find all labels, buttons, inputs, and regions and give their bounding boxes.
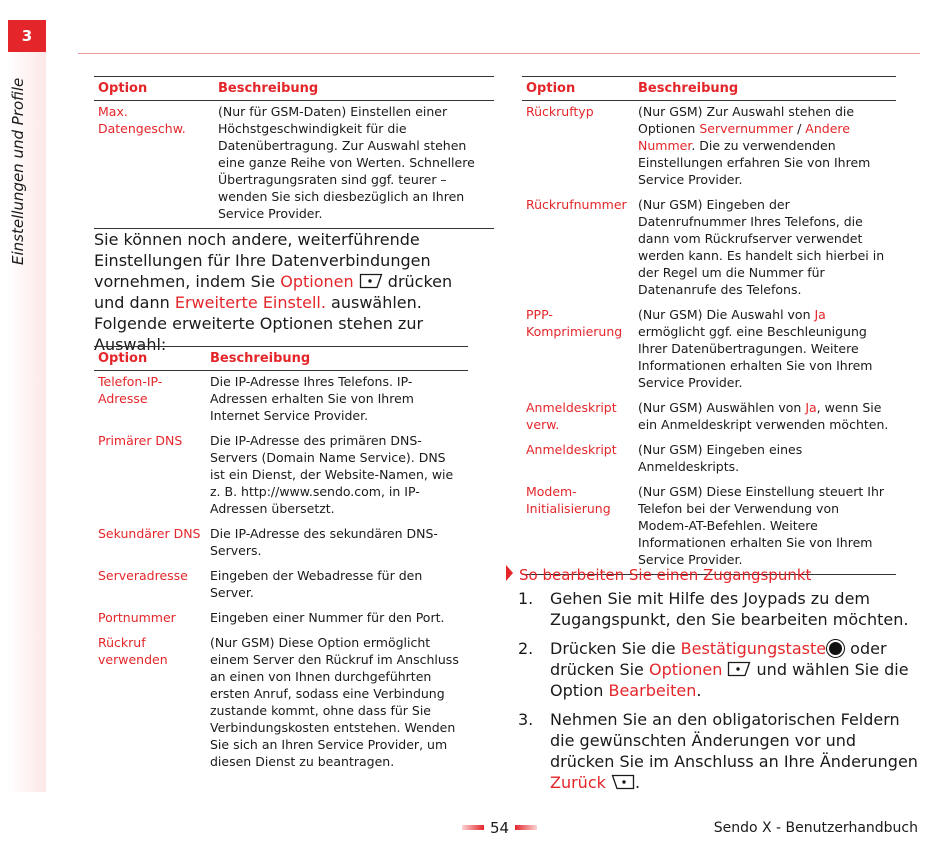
- options-table-2: [94, 346, 468, 776]
- step-text: Drücken Sie die: [550, 639, 681, 658]
- step-number: 3.: [518, 710, 534, 729]
- column-header-description: Beschreibung: [206, 347, 468, 371]
- left-softkey-icon: [727, 660, 751, 678]
- option-name: Rückrufnummer: [526, 197, 627, 212]
- option-description: Eingeben der Webadresse für den Server.: [210, 568, 423, 600]
- table-row: [94, 607, 468, 632]
- step-text: oder drücken Sie: [550, 639, 887, 679]
- option-description: [634, 304, 896, 397]
- ja-term: Ja: [805, 400, 817, 415]
- option-name: Portnummer: [98, 610, 176, 625]
- table-header: [94, 347, 468, 371]
- option-name: PPP-Komprimierung: [526, 307, 623, 339]
- option-description: Die IP-Adresse Ihres Telefons. IP-Adressen erhalten Sie von Ihrem Internet Service Provider.: [210, 374, 414, 423]
- option-description: [634, 397, 896, 439]
- table-header: [522, 77, 896, 101]
- options-table-3: [522, 76, 896, 575]
- table-row: [94, 371, 468, 431]
- section-heading-text: So bearbeiten Sie einen Zugangspunkt: [519, 566, 812, 584]
- zurueck-term: Zurück: [550, 773, 606, 792]
- option-name: Anmeldeskript verw.: [526, 400, 617, 432]
- step-text: .: [634, 773, 641, 792]
- option-description: [634, 101, 896, 195]
- joystick-button-icon: [829, 642, 842, 655]
- desc-text: , wenn Sie ein Anmeldeskript verwenden möchten.: [638, 400, 889, 432]
- desc-separator: /: [793, 121, 806, 136]
- step-item: [518, 588, 918, 630]
- step-text: und wählen Sie die Option: [550, 660, 909, 700]
- option-name: Modem-Initialisierung: [526, 484, 611, 516]
- erweiterte-einstellungen-term: Erweiterte Einstell.: [174, 293, 326, 312]
- intro-text-1: Sie können noch andere, weiterführende Einstellungen für Ihre Datenverbindungen vornehmen, indem Sie: [94, 230, 431, 291]
- option-name: Max. Datengeschw.: [98, 104, 186, 136]
- step-item: [518, 638, 918, 701]
- option-description: (Nur GSM) Diese Option ermöglicht einem Server den Rückruf im Anschluss an einen von Ihnen durchgeführten ersten Anruf, sodass eine Verbindung zustande kommt, ohne dass für Sie Verbindungskosten entstehen. Wenden Sie sich an Ihren Service Provider, um diesen Dienst zu beantragen.: [210, 635, 459, 769]
- desc-text: (Nur GSM) Zur Auswahl stehen die Optionen: [638, 104, 855, 136]
- table-row: [522, 397, 896, 439]
- table-row: [522, 439, 896, 481]
- step-text: .: [696, 681, 702, 700]
- optionen-term: Optionen: [648, 660, 723, 679]
- step-number: 2.: [518, 639, 534, 658]
- option-name: Anmeldeskript: [526, 442, 617, 457]
- andere-nummer-term: Andere Nummer: [638, 121, 850, 153]
- option-name: Telefon-IP-Adresse: [98, 374, 163, 406]
- table-row: [94, 430, 468, 523]
- top-rule: [78, 53, 920, 54]
- desc-text: (Nur GSM) Auswählen von: [638, 400, 806, 415]
- page-bar-left: [462, 825, 484, 830]
- table-row: [94, 565, 468, 607]
- options-table-1: [94, 76, 494, 229]
- option-description: (Nur GSM) Eingeben der Datenrufnummer Ihres Telefons, die dann vom Rückrufserver verwendet werden kann. Es handelt sich hierbei in der Regel um die Nummer für Datenanrufe des Telefons.: [638, 197, 885, 297]
- table-header: [94, 77, 494, 101]
- section-heading: [506, 565, 811, 584]
- table-row: [94, 632, 468, 776]
- desc-text: . Die zu verwendenden Einstellungen erfahren Sie von Ihrem Service Provider.: [638, 138, 871, 187]
- manual-title: Sendo X - Benutzerhandbuch: [713, 820, 918, 836]
- table-row: [94, 523, 468, 565]
- option-name: Primärer DNS: [98, 433, 183, 448]
- ja-term: Ja: [814, 307, 826, 322]
- table-row: [522, 481, 896, 575]
- steps-list: [518, 588, 918, 801]
- table-row: [522, 194, 896, 304]
- option-description: (Nur GSM) Diese Einstellung steuert Ihr Telefon bei der Verwendung von Modem-AT-Befehlen. Weitere Informationen erhalten Sie von Ihrem Service Provider.: [638, 484, 885, 567]
- bestaetigungstaste-term: Bestätigungstaste: [680, 639, 827, 658]
- column-header-description: Beschreibung: [214, 77, 494, 101]
- desc-text: (Nur GSM) Die Auswahl von: [638, 307, 815, 322]
- option-description: (Nur GSM) Eingeben eines Anmeldeskripts.: [638, 442, 803, 474]
- column-header-option: Option: [522, 77, 634, 101]
- column-header-option: Option: [94, 347, 206, 371]
- page-number-text: 54: [490, 819, 510, 837]
- option-description: Die IP-Adresse des sekundären DNS-Servers.: [210, 526, 438, 558]
- optionen-term: Optionen: [280, 272, 354, 291]
- option-name: Serveradresse: [98, 568, 188, 583]
- column-header-description: Beschreibung: [634, 77, 896, 101]
- intro-text-2: drücken und dann: [94, 272, 453, 312]
- option-description: Eingeben einer Nummer für den Port.: [210, 610, 445, 625]
- chapter-number: 3: [8, 20, 46, 52]
- option-name: Rückruftyp: [526, 104, 594, 119]
- intro-text-3: auswählen. Folgende erweiterte Optionen stehen zur Auswahl:: [94, 293, 424, 354]
- step-text: Nehmen Sie an den obligatorischen Feldern die gewünschten Änderungen vor und drücken Sie im Anschluss an Ihre Änderungen: [550, 710, 918, 771]
- right-softkey-icon: [611, 773, 635, 791]
- option-description: Die IP-Adresse des primären DNS-Servers (Domain Name Service). DNS ist ein Dienst, der Website-Namen, wie z. B. http://www.sendo.com, in IP-Adressen übersetzt.: [210, 433, 454, 516]
- option-description: (Nur für GSM-Daten) Einstellen einer Höchstgeschwindigkeit für die Datenübertragung. Zur Auswahl stehen eine ganze Reihe von Werten. Schnellere Übertragungsraten sind ggf. teurer – wenden Sie sich diesbezüglich an Ihren Service Provider.: [218, 104, 475, 221]
- bearbeiten-term: Bearbeiten: [608, 681, 697, 700]
- arrow-right-icon: [506, 565, 513, 581]
- desc-text: ermöglicht ggf. eine Beschleunigung Ihrer Datenübertragungen. Weitere Informationen erhalten Sie von Ihrem Service Provider.: [638, 324, 873, 390]
- page-number: [462, 819, 537, 837]
- step-number: 1.: [518, 589, 534, 608]
- intro-paragraph: [94, 229, 484, 355]
- table-row: [522, 101, 896, 195]
- step-item: [518, 709, 918, 793]
- left-softkey-icon: [359, 272, 383, 290]
- column-header-option: Option: [94, 77, 214, 101]
- table-row: [522, 304, 896, 397]
- chapter-title: Einstellungen und Profile: [9, 77, 27, 265]
- page-bar-right: [515, 825, 537, 830]
- option-name: Sekundärer DNS: [98, 526, 201, 541]
- option-name: Rückruf verwenden: [98, 635, 168, 667]
- servernummer-term: Servernummer: [699, 121, 794, 136]
- step-text: Gehen Sie mit Hilfe des Joypads zu dem Zugangspunkt, den Sie bearbeiten möchten.: [550, 589, 909, 629]
- table-row: [94, 101, 494, 229]
